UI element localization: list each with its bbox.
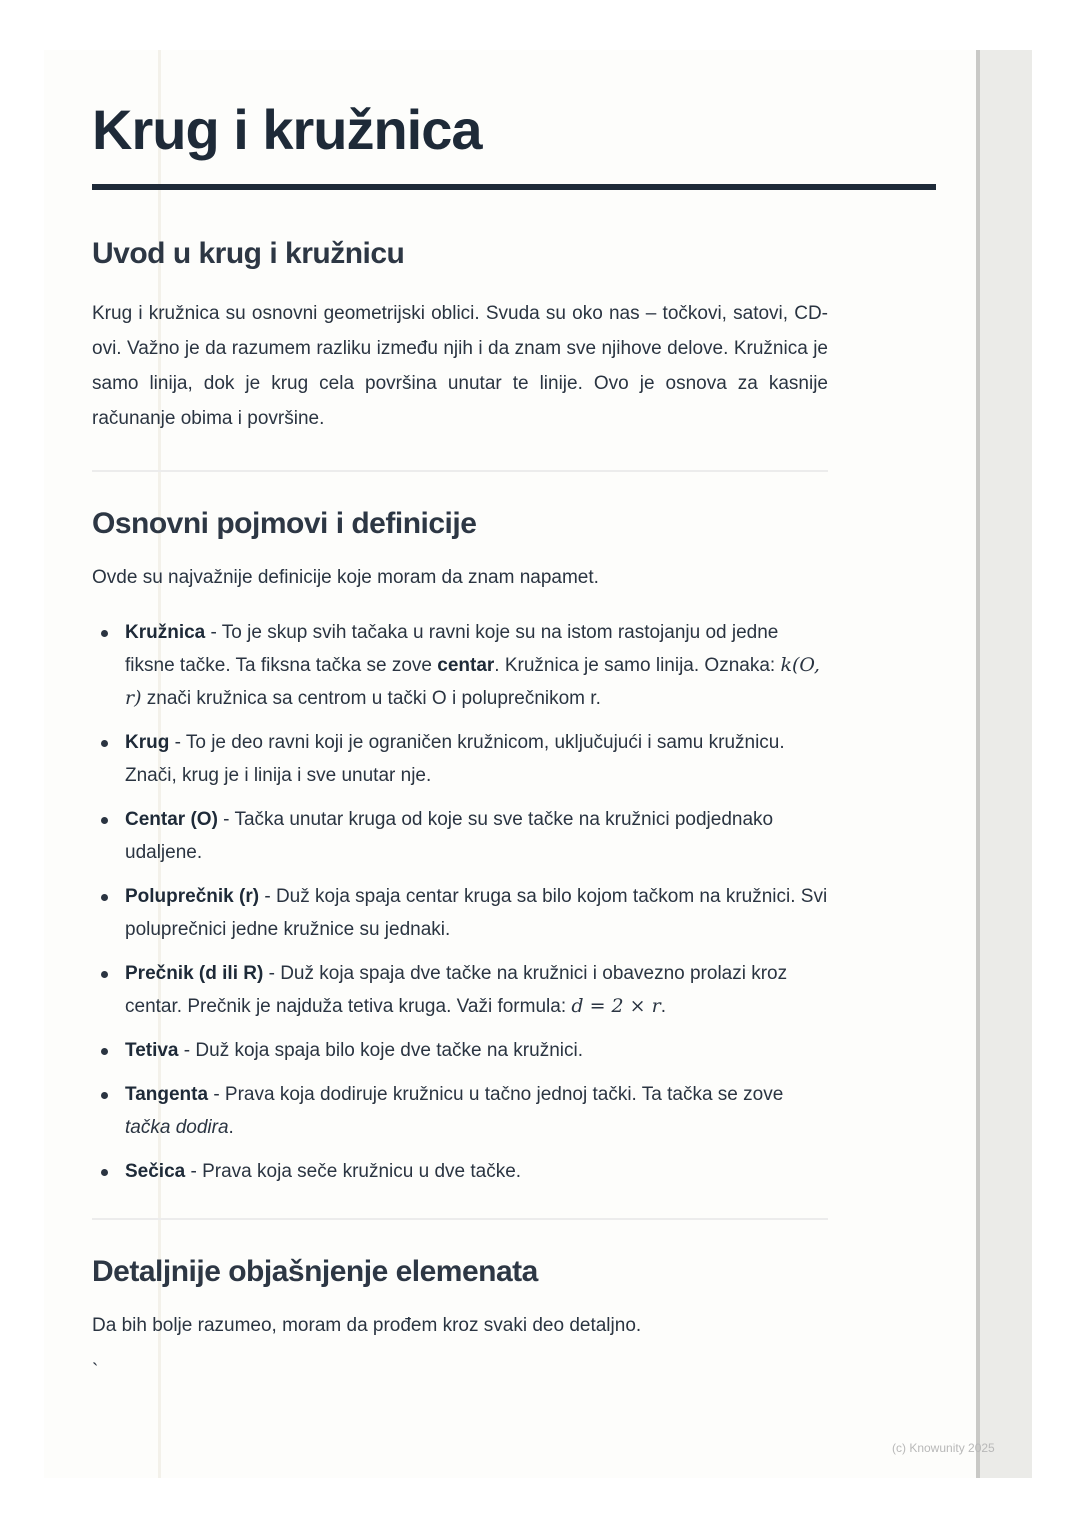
term-centar-o: Centar (O) [125, 809, 218, 830]
math-formula: d = 2 × r [571, 995, 661, 1017]
document-content [92, 90, 936, 1383]
definition-text: - Duž koja spaja bilo koje dve tačke na kružnici. [178, 1040, 583, 1061]
term-tetiva: Tetiva [125, 1040, 179, 1061]
term-precnik: Prečnik (d ili R) [125, 963, 264, 984]
intro-paragraph: Krug i kružnica su osnovni geometrijski oblici. Svuda su oko nas – točkovi, satovi, CD-ovi. Važno je da razumem razliku između njih i da znam sve njihove delove. Kružnica je samo linija, dok je krug cela površina unutar te linije. Ovo je osnova za kasnije računanje obima i površine. [92, 303, 828, 429]
definition-text: - Prava koja dodiruje kružnicu u tačno jednoj tački. Ta tačka se zove [208, 1084, 784, 1105]
math-notation: k(O, r) [125, 654, 820, 709]
definition-text: - Prava koja seče kružnicu u dve tačke. [185, 1161, 522, 1182]
definition-text: . [228, 1117, 234, 1138]
list-item [92, 616, 828, 715]
list-item [92, 880, 828, 946]
term-tangenta: Tangenta [125, 1084, 209, 1105]
definitions-lead: Ovde su najvažnije definicije koje moram da znam napamet. [92, 567, 599, 588]
term-secica: Sečica [125, 1161, 186, 1182]
definition-text: - Duž koja spaja centar kruga sa bilo kojom tačkom na kružnici. Svi poluprečnici jedne kružnice su jednaki. [125, 886, 828, 940]
definition-text: . Kružnica je samo linija. Oznaka: [494, 655, 781, 676]
list-item [92, 726, 828, 792]
title-rule [92, 184, 936, 190]
page-title: Krug i kružnica [92, 98, 482, 161]
section-heading-details: Detaljnije objašnjenje elemenata [92, 1255, 538, 1288]
term-poluprecnik: Poluprečnik (r) [125, 886, 260, 907]
details-lead: Da bih bolje razumeo, moram da prođem kroz svaki deo detaljno. [92, 1315, 642, 1336]
definition-text: - To je skup svih tačaka u ravni koje su na istom rastojanju od jedne fiksne tačke. Ta fiksna tačka se zove [125, 622, 779, 676]
section-heading-definitions: Osnovni pojmovi i definicije [92, 507, 477, 540]
definition-text: - Tačka unutar kruga od koje su sve tačke na kružnici podjednako udaljene. [125, 809, 774, 863]
list-item [92, 1078, 828, 1144]
section-divider [92, 1218, 828, 1220]
copyright-footer: (c) Knowunity 2025 [892, 1441, 995, 1455]
definition-text: - Duž koja spaja dve tačke na kružnici i obavezno prolazi kroz centar. Prečnik je najduža tetiva kruga. Važi formula: [125, 963, 788, 1017]
list-item [92, 1155, 828, 1188]
page-gutter [976, 50, 1032, 1478]
stray-backtick: ` [92, 1361, 99, 1382]
emphasis-tacka-dodira: tačka dodira [125, 1117, 229, 1138]
definition-text: . [660, 996, 666, 1017]
definition-text: znači kružnica sa centrom u tački O i poluprečnikom r. [141, 688, 601, 709]
term-kruznica: Kružnica [125, 622, 206, 643]
section-heading-intro: Uvod u krug i kružnicu [92, 237, 405, 270]
list-item [92, 1034, 828, 1067]
list-item [92, 803, 828, 869]
section-divider [92, 470, 828, 472]
definition-text: - To je deo ravni koji je ograničen kružnicom, uključujući i samu kružnicu. Znači, krug je i linija i sve unutar nje. [125, 732, 785, 786]
definitions-list [92, 616, 828, 1188]
term-centar: centar [437, 655, 495, 676]
term-krug: Krug [125, 732, 170, 753]
list-item [92, 957, 828, 1023]
